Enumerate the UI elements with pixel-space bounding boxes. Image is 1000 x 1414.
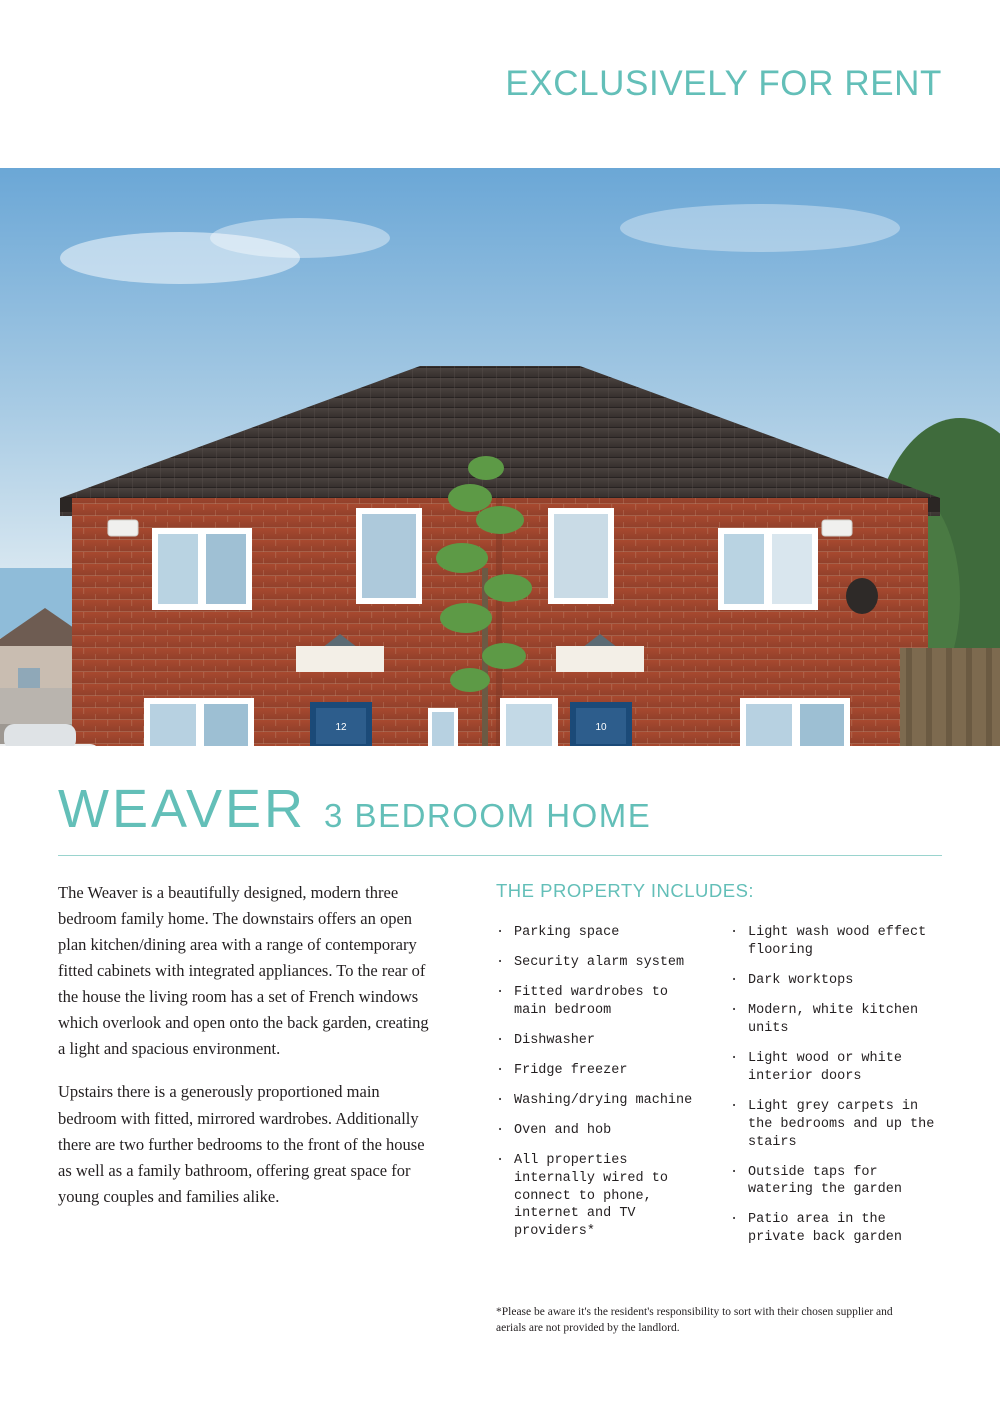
list-item-label: Fridge freezer: [514, 1062, 628, 1078]
includes-column: [496, 880, 942, 1337]
list-item-label: Fitted wardrobes to main bedroom: [514, 984, 668, 1018]
list-item: [730, 1211, 942, 1247]
main-content: [0, 856, 1000, 1337]
bullet-icon: ·: [496, 925, 505, 940]
page-title: WEAVER: [58, 779, 307, 839]
list-item-label: Light wash wood effect flooring: [748, 925, 927, 958]
list-item: [730, 1050, 942, 1086]
list-item: [730, 1002, 942, 1038]
list-item: [496, 924, 708, 942]
house-illustration: [0, 168, 1000, 746]
door-number-12: 12: [335, 722, 347, 733]
page-header: [0, 0, 1000, 168]
bullet-icon: ·: [496, 1062, 505, 1078]
list-item: [496, 1092, 708, 1110]
list-item: [496, 1122, 708, 1140]
bullet-icon: ·: [496, 1092, 505, 1108]
description-column: [58, 880, 438, 1337]
list-item: [496, 954, 708, 972]
description-paragraph-2: Upstairs there is a generously proportioned main bedroom with fitted, mirrored wardrobes. Additionally there are two further bedrooms to the front of the house as well as a family bathroom, offering great space for young couples and families alike.: [58, 1082, 425, 1206]
list-item-label: Light wood or white interior doors: [748, 1050, 902, 1084]
list-item-label: Oven and hob: [514, 1122, 612, 1138]
bullet-icon: ·: [730, 972, 739, 988]
includes-lists: [496, 924, 942, 1259]
bullet-icon: ·: [730, 1002, 739, 1018]
footnote: *Please be aware it's the resident's responsibility to sort with their chosen supplier and aerials are not provided by the landlord.: [496, 1306, 893, 1335]
bullet-icon: ·: [730, 1164, 739, 1180]
header-title: EXCLUSIVELY FOR RENT: [505, 64, 942, 103]
list-item-label: Washing/drying machine: [514, 1092, 693, 1108]
list-item: [730, 972, 942, 990]
description-paragraph-1: The Weaver is a beautifully designed, modern three bedroom family home. The downstairs offers an open plan kitchen/dining area with a range of contemporary fitted cabinets with integrated appliances. To the rear of the house the living room has a set of French windows which overlook and open onto the back garden, creating a light and spacious environment.: [58, 883, 429, 1059]
list-item-label: Modern, white kitchen units: [748, 1002, 919, 1036]
list-item-label: Security alarm system: [514, 954, 685, 970]
list-item: [496, 984, 708, 1020]
list-item-label: Dishwasher: [514, 1032, 596, 1048]
bullet-icon: ·: [730, 925, 739, 940]
list-item: [730, 924, 942, 960]
property-photo: [0, 168, 1000, 746]
list-item-label: All properties internally wired to connect to phone, internet and TV providers*: [514, 1152, 668, 1240]
list-item: [496, 1032, 708, 1050]
list-item-label: Parking space: [514, 925, 620, 940]
includes-list-1: [496, 924, 708, 1259]
list-item-label: Outside taps for watering the garden: [748, 1164, 902, 1198]
list-item: [730, 1164, 942, 1200]
bullet-icon: ·: [496, 1122, 505, 1138]
list-item-label: Dark worktops: [748, 972, 854, 988]
includes-list-2: [730, 924, 942, 1259]
list-item-label: Patio area in the private back garden: [748, 1212, 902, 1246]
bullet-icon: ·: [730, 1050, 739, 1066]
property-title-block: [0, 746, 1000, 839]
bullet-icon: ·: [496, 954, 505, 970]
list-item-label: Light grey carpets in the bedrooms and up the stairs: [748, 1098, 935, 1150]
door-number-10: 10: [595, 722, 607, 733]
bullet-icon: ·: [496, 984, 505, 1000]
includes-heading: THE PROPERTY INCLUDES:: [496, 880, 755, 901]
page-subtitle: 3 BEDROOM HOME: [324, 797, 652, 834]
list-item: [496, 1062, 708, 1080]
bullet-icon: ·: [496, 1152, 505, 1168]
bullet-icon: ·: [496, 1032, 505, 1048]
bullet-icon: ·: [730, 1212, 739, 1228]
list-item: [496, 1152, 708, 1242]
bullet-icon: ·: [730, 1098, 739, 1114]
list-item: [730, 1098, 942, 1152]
